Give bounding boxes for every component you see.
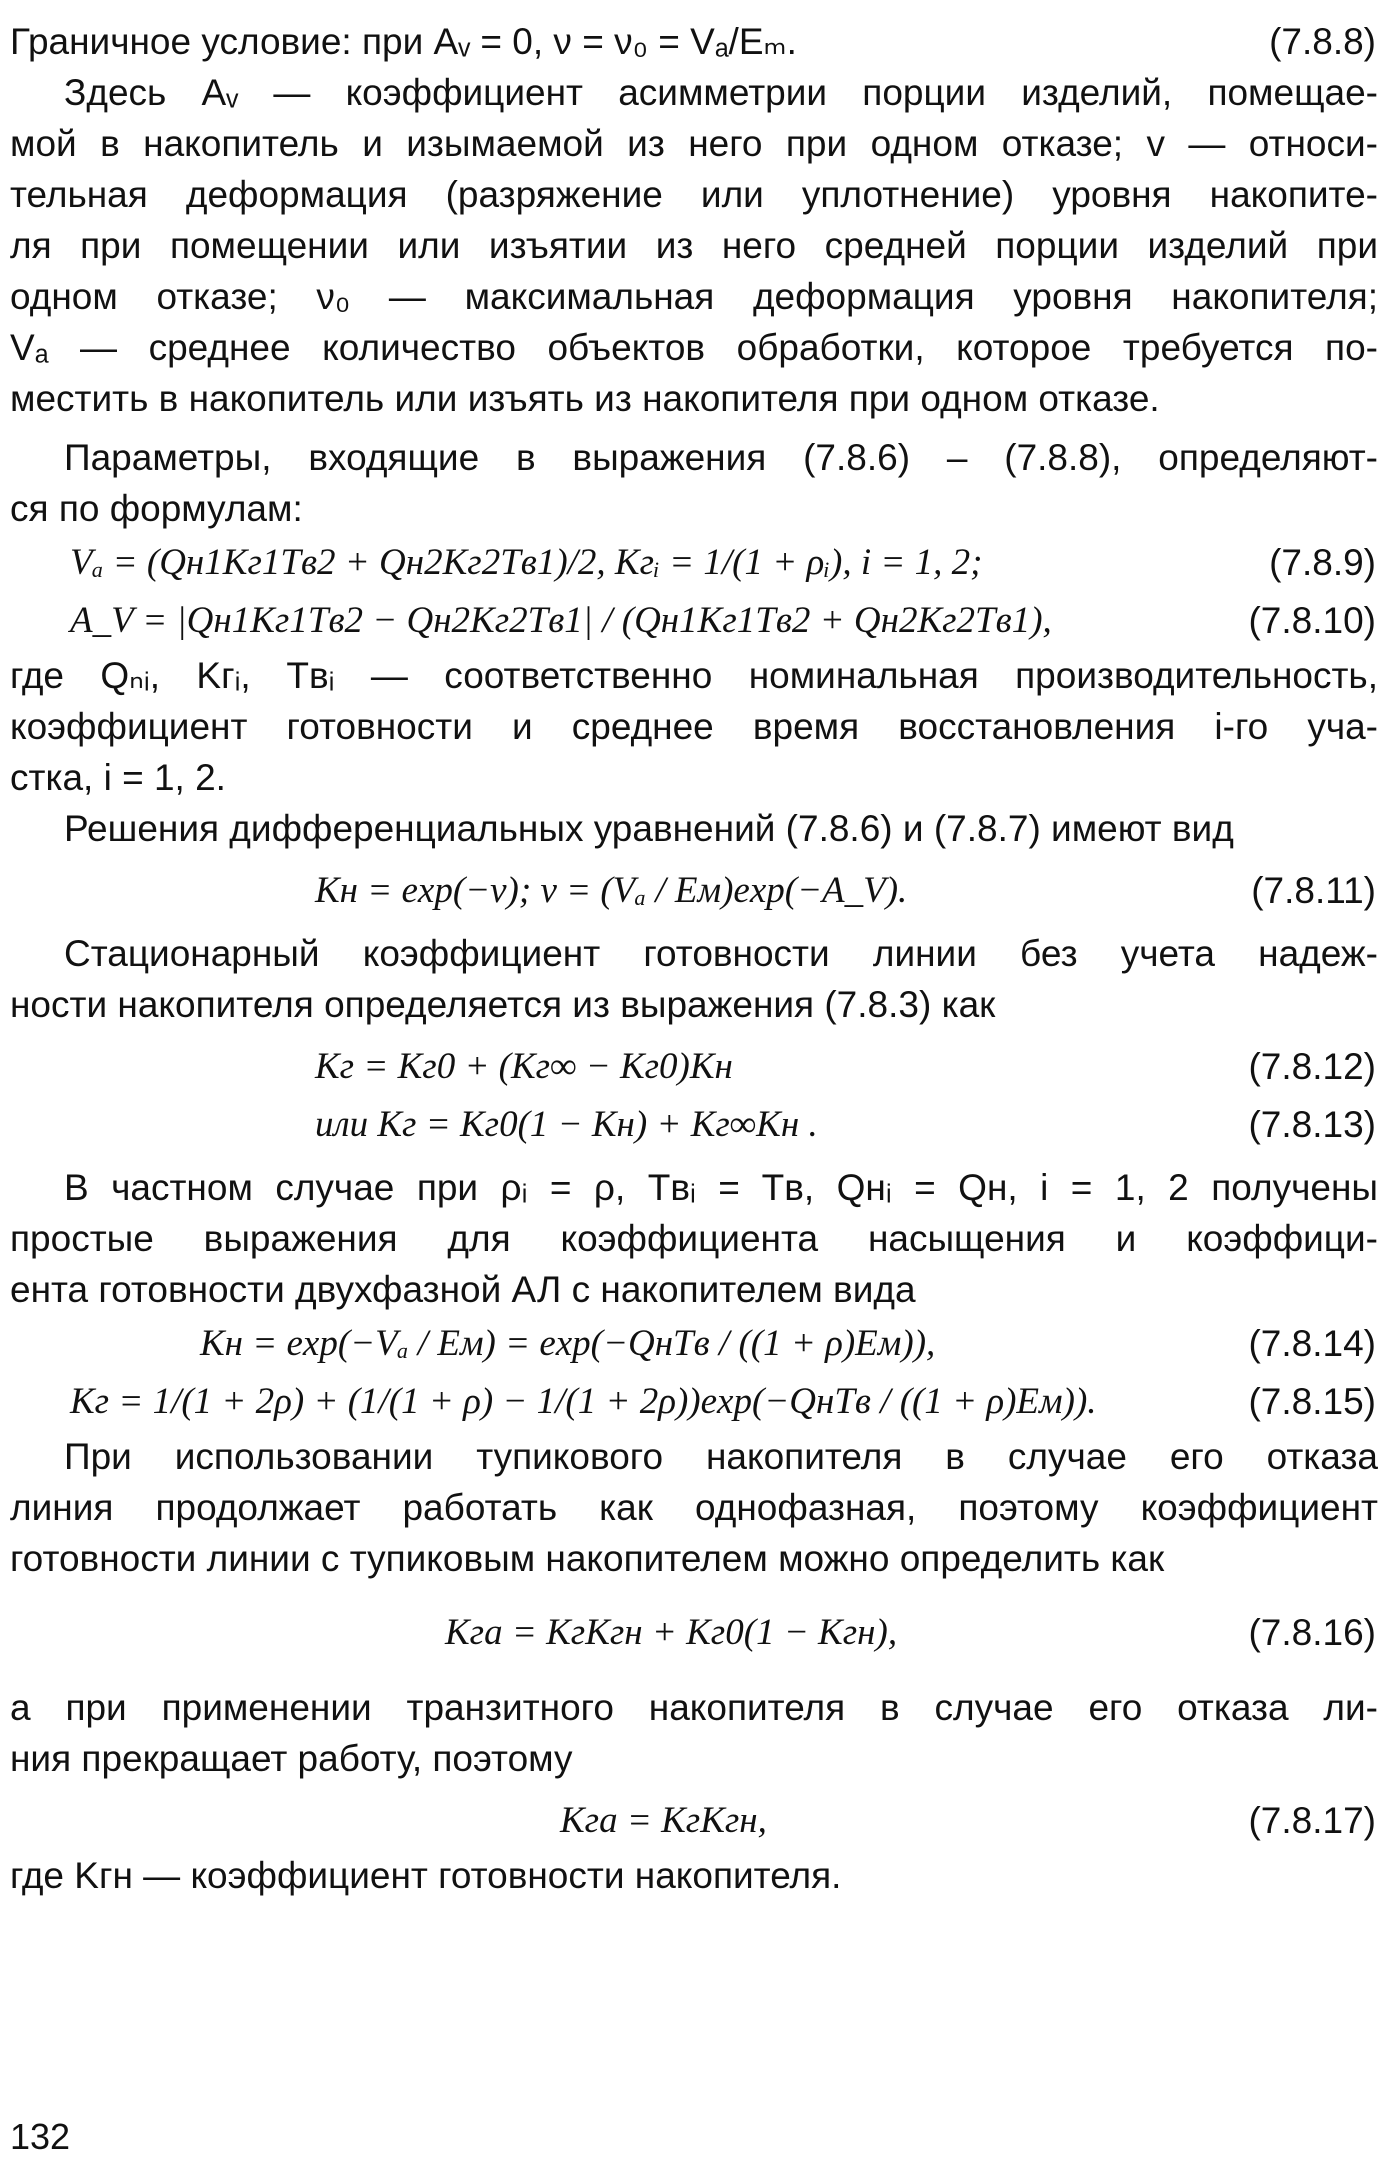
- text-line: Здесь Aᵥ — коэффициент асимметрии порции изделий, помещае-: [64, 72, 1378, 113]
- text-line: одном отказе; ν₀ — максимальная деформация уровня накопителя;: [10, 276, 1378, 317]
- formula: Kгa = KгKгн,: [560, 1800, 767, 1841]
- text-line: Стационарный коэффициент готовности линии без учета надеж-: [64, 933, 1378, 974]
- text-line: простые выражения для коэффициента насыщения и коэффици-: [10, 1218, 1378, 1259]
- equation-number: (7.8.17): [1248, 1800, 1376, 1841]
- equation-number: (7.8.15): [1248, 1381, 1376, 1422]
- equation-7-8-12: [0, 1038, 1400, 1096]
- equation-number: (7.8.8): [1269, 21, 1376, 62]
- text-line: местить в накопитель или изъять из накопителя при одном отказе.: [10, 378, 1160, 419]
- text-line: ния прекращает работу, поэтому: [10, 1738, 573, 1779]
- equation-number: (7.8.10): [1248, 600, 1376, 641]
- formula: Kн = exp(−ν); ν = (Vₐ / Eм)exp(−A_V).: [315, 870, 908, 911]
- formula: Kг = Kг0 + (Kг∞ − Kг0)Kн: [315, 1046, 733, 1087]
- equation-7-8-14: [0, 1315, 1400, 1373]
- equation-number: (7.8.16): [1248, 1612, 1376, 1653]
- text-line: Параметры, входящие в выражения (7.8.6) – (7.8.8), определяют-: [64, 437, 1378, 478]
- text-line: линия продолжает работать как однофазная, поэтому коэффициент: [10, 1487, 1378, 1528]
- equation-7-8-16: [0, 1604, 1400, 1662]
- text-line: а при применении транзитного накопителя в случае его отказа ли-: [10, 1687, 1378, 1728]
- text-line: где Kгн — коэффициент готовности накопителя.: [10, 1855, 842, 1896]
- equation-7-8-15: [0, 1373, 1400, 1431]
- formula: A_V = |Qн1Kг1Tв2 − Qн2Kг2Tв1| / (Qн1Kг1Tв2 + Qн2Kг2Tв1),: [70, 600, 1052, 641]
- formula: Kгa = KгKгн + Kг0(1 − Kгн),: [445, 1612, 898, 1653]
- text-line: где Qₙᵢ, Kгᵢ, Tвᵢ — соответственно номинальная производительность,: [10, 655, 1378, 696]
- text-line: мой в накопитель и изымаемой из него при одном отказе; v — относи-: [10, 123, 1378, 164]
- equation-7-8-9: [0, 534, 1400, 592]
- equation-number: (7.8.11): [1251, 870, 1376, 911]
- equation-number: (7.8.9): [1269, 542, 1376, 583]
- equation-number: (7.8.12): [1248, 1046, 1376, 1087]
- text-line: коэффициент готовности и среднее время восстановления i-го уча-: [10, 706, 1378, 747]
- formula: Kн = exp(−Vₐ / Eм) = exp(−QнTв / ((1 + ρ)Eм)),: [200, 1323, 936, 1364]
- text-line: Решения дифференциальных уравнений (7.8.6) и (7.8.7) имеют вид: [64, 808, 1234, 849]
- equation-7-8-13: [0, 1096, 1400, 1154]
- text-line: стка, i = 1, 2.: [10, 757, 226, 798]
- formula: или Kг = Kг0(1 − Kн) + Kг∞Kн .: [315, 1104, 818, 1145]
- equation-number: (7.8.13): [1248, 1104, 1376, 1145]
- text-line: При использовании тупикового накопителя в случае его отказа: [64, 1436, 1378, 1477]
- page-number: 132: [10, 2116, 71, 2157]
- text-line: ля при помещении или изъятии из него средней порции изделий при: [10, 225, 1378, 266]
- text-line: тельная деформация (разряжение или уплотнение) уровня накопите-: [10, 174, 1378, 215]
- text-line: [0, 16, 1400, 67]
- text-content: Граничное условие: при Aᵥ = 0, ν = ν₀ = Vₐ/Eₘ.: [10, 21, 797, 62]
- formula: Kг = 1/(1 + 2ρ) + (1/(1 + ρ) − 1/(1 + 2ρ))exp(−QнTв / ((1 + ρ)Eм)).: [70, 1381, 1097, 1422]
- text-line: В частном случае при ρᵢ = ρ, Tвᵢ = Tв, Qнᵢ = Qн, i = 1, 2 получены: [64, 1167, 1378, 1208]
- formula: Vₐ = (Qн1Kг1Tв2 + Qн2Kг2Tв1)/2, Kгᵢ = 1/(1 + ρᵢ), i = 1, 2;: [70, 542, 983, 583]
- equation-7-8-10: [0, 592, 1400, 650]
- equation-number: (7.8.14): [1248, 1323, 1376, 1364]
- text-line: ности накопителя определяется из выражения (7.8.3) как: [10, 984, 996, 1025]
- text-line: ента готовности двухфазной АЛ с накопителем вида: [10, 1269, 916, 1310]
- equation-7-8-11: [0, 862, 1400, 920]
- equation-7-8-17: [0, 1792, 1400, 1850]
- text-line: Vₐ — среднее количество объектов обработки, которое требуется по-: [10, 327, 1378, 368]
- text-line: ся по формулам:: [10, 488, 303, 529]
- text-line: готовности линии с тупиковым накопителем можно определить как: [10, 1538, 1165, 1579]
